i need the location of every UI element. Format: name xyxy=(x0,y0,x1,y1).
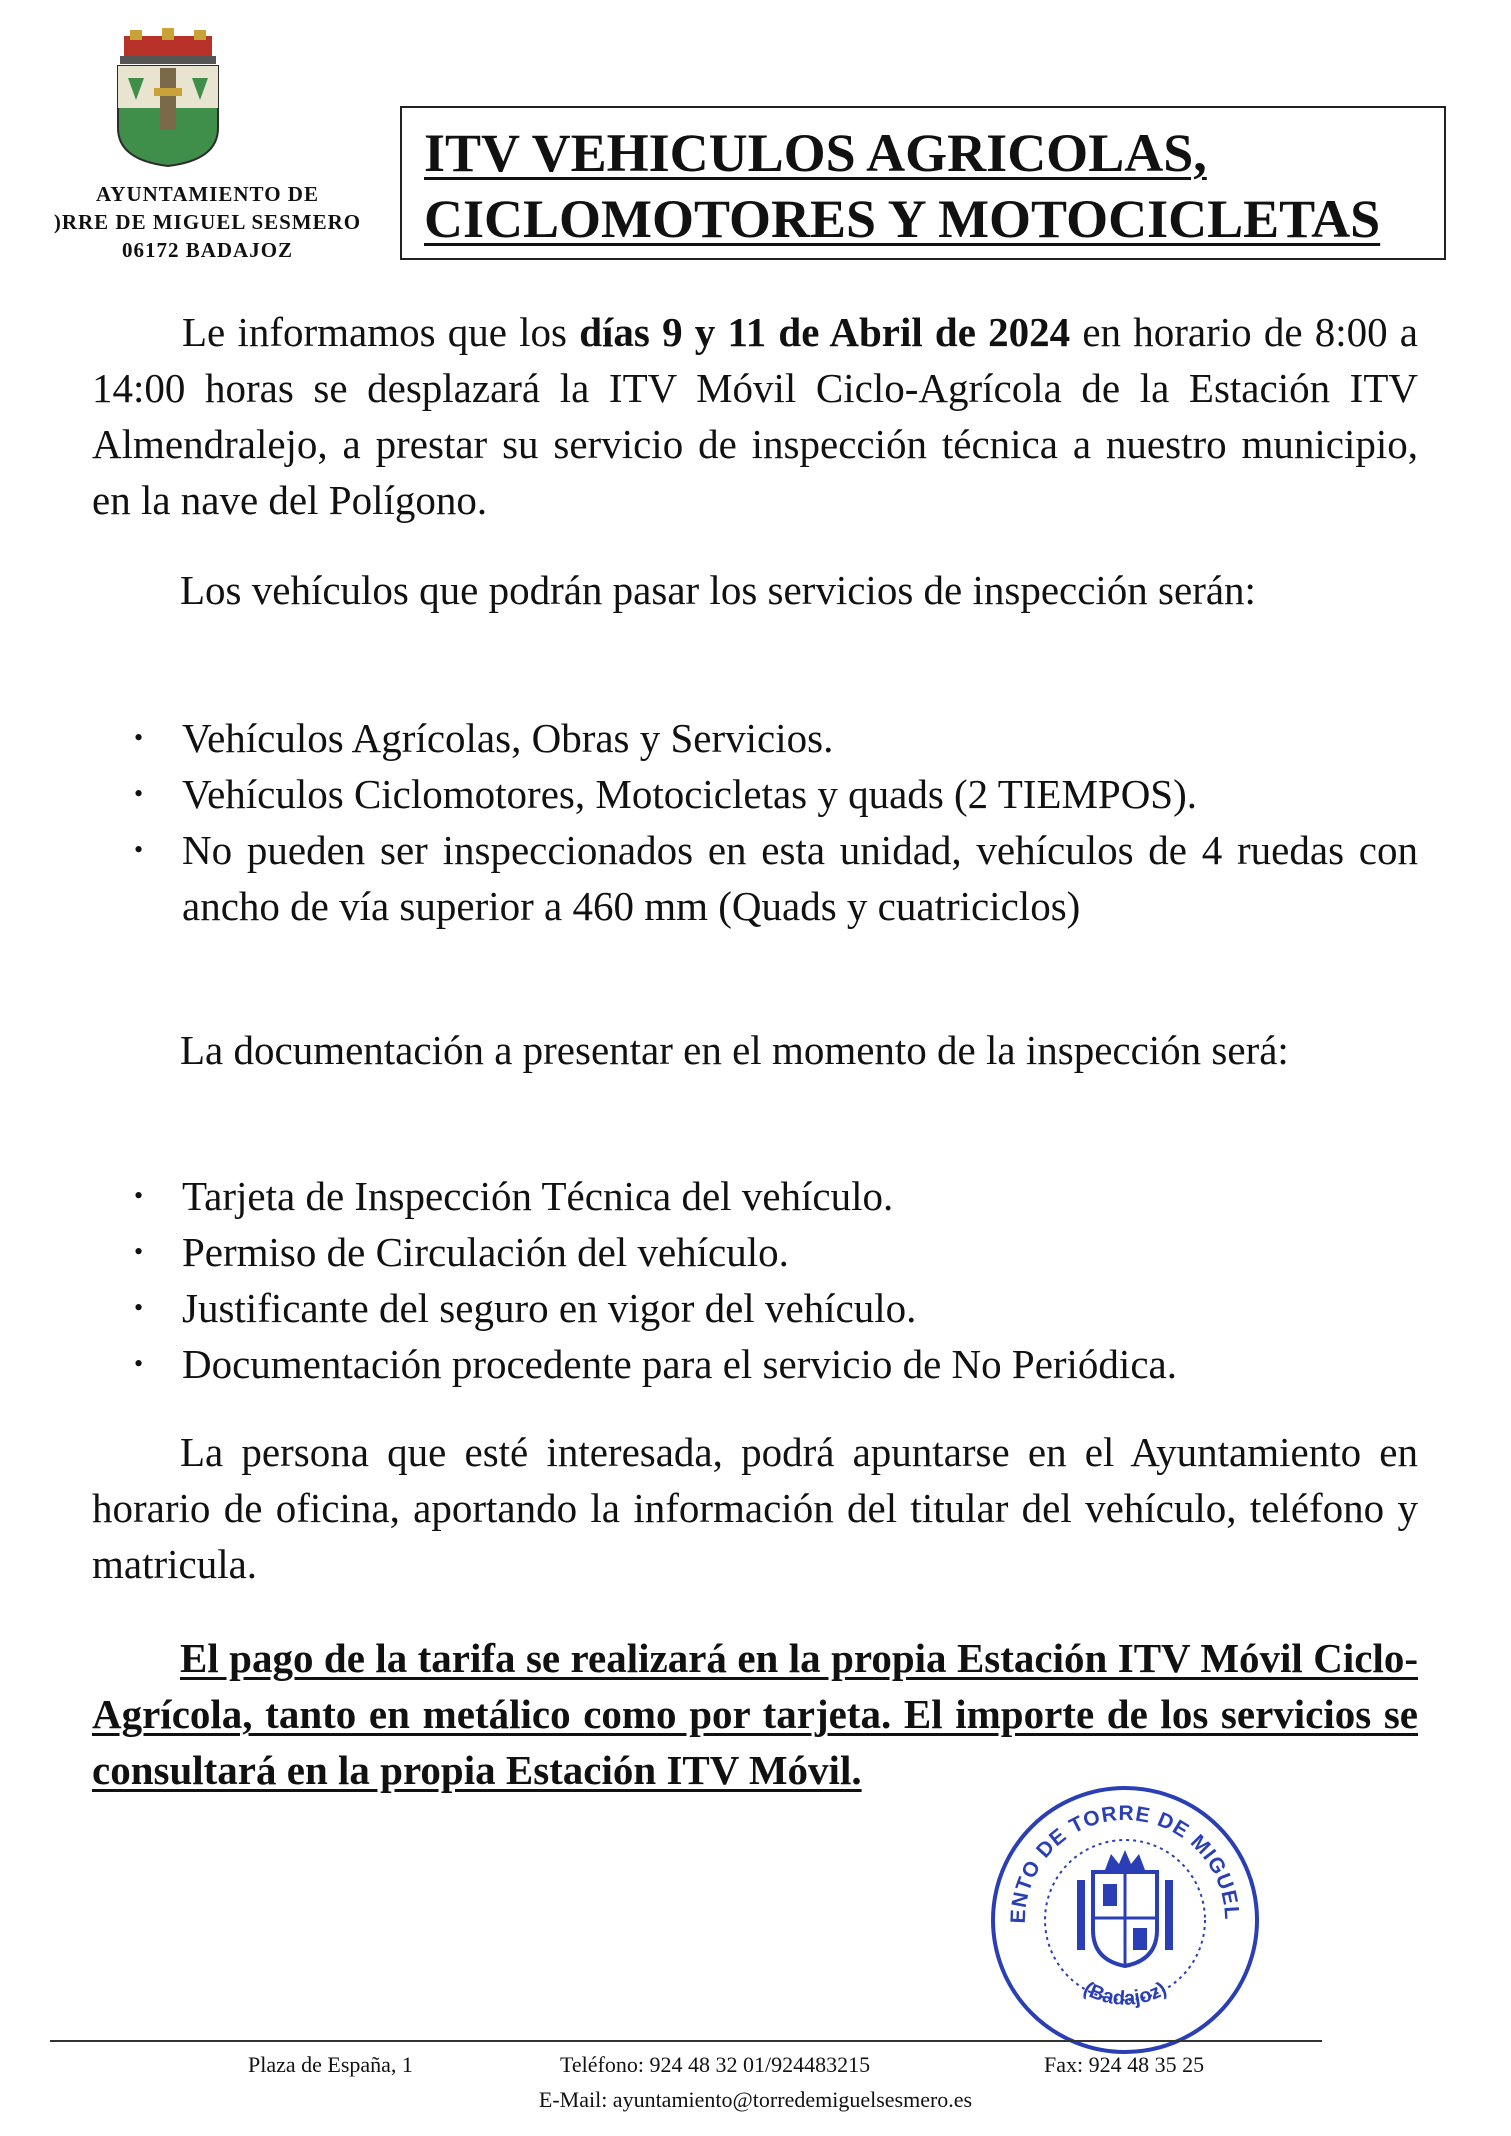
vehicles-intro-text: Los vehículos que podrán pasar los servicios de inspección serán: xyxy=(180,567,1256,613)
footer-address: Plaza de España, 1 xyxy=(248,2052,413,2077)
footer-divider xyxy=(50,2040,1322,2042)
list-item: • Vehículos Ciclomotores, Motocicletas y quads (2 TIEMPOS). xyxy=(92,766,1418,822)
list-item: • Documentación procedente para el servicio de No Periódica. xyxy=(92,1336,1418,1392)
payment-text: El pago de la tarifa se realizará en la propia Estación ITV Móvil Ciclo-Agrícola, tanto en metálico como por tarjeta. El importe de los servicios se consultará en la propia Estación ITV Móvil. xyxy=(92,1635,1418,1793)
intro-paragraph xyxy=(92,304,1418,528)
org-postal-line: 06172 BADAJOZ xyxy=(121,238,294,262)
signup-text: La persona que esté interesada, podrá apuntarse en el Ayuntamiento en horario de oficina, aportando la información del titular del vehículo, teléfono y matricula. xyxy=(92,1429,1418,1587)
municipality-address-block xyxy=(30,180,385,264)
list-item: • Vehículos Agrícolas, Obras y Servicios. xyxy=(92,710,1418,766)
signup-paragraph xyxy=(92,1424,1418,1592)
list-item: • Permiso de Circulación del vehículo. xyxy=(92,1224,1418,1280)
list-item: • Tarjeta de Inspección Técnica del vehículo. xyxy=(92,1168,1418,1224)
svg-text:(Badajoz): (Badajoz) xyxy=(1079,1977,1171,2010)
official-seal-stamp xyxy=(985,1780,1265,2060)
vehicles-intro xyxy=(92,562,1418,618)
vehicles-list xyxy=(92,710,1418,934)
footer-phone: Teléfono: 924 48 32 01/924483215 xyxy=(560,2052,871,2077)
intro-dates: días 9 y 11 de Abril de 2024 xyxy=(579,309,1071,355)
title-line1: ITV VEHICULOS AGRICOLAS, xyxy=(424,123,1207,183)
municipal-coat-of-arms-logo xyxy=(108,28,228,168)
footer-email: E-Mail: ayuntamiento@torredemiguelsesmero.es xyxy=(538,2087,973,2112)
list-item: • Justificante del seguro en vigor del vehículo. xyxy=(92,1280,1418,1336)
documents-intro-text: La documentación a presentar en el momento de la inspección será: xyxy=(180,1027,1289,1073)
org-name-line1: AYUNTAMIENTO DE xyxy=(96,182,319,206)
payment-notice xyxy=(92,1630,1418,1798)
document-title-box xyxy=(400,106,1446,260)
intro-text-b: en horario de 8:00 a 14:00 horas se desplazará la ITV Móvil Ciclo-Agrícola de la Estación ITV Almendralejo, a prestar su servicio de inspección técnica a nuestro municipio, en la nave del Polígono. xyxy=(92,309,1418,523)
documents-list xyxy=(92,1168,1418,1392)
footer-fax: Fax: 924 48 35 25 xyxy=(1044,2052,1205,2077)
title-line2: CICLOMOTORES Y MOTOCICLETAS xyxy=(424,189,1381,249)
svg-text:AYUNTAMIENTO DE TORRE DE MIGUE: ENTO DE TORRE DE MIGUEL xyxy=(1006,1801,1244,1924)
intro-text-a: Le informamos que los xyxy=(182,309,580,355)
org-name-line2: )RRE DE MIGUEL SESMERO xyxy=(53,210,362,234)
list-item: • No pueden ser inspeccionados en esta unidad, vehículos de 4 ruedas con ancho de vía superior a 460 mm (Quads y cuatriciclos) xyxy=(92,822,1418,934)
documents-intro xyxy=(92,1022,1418,1078)
